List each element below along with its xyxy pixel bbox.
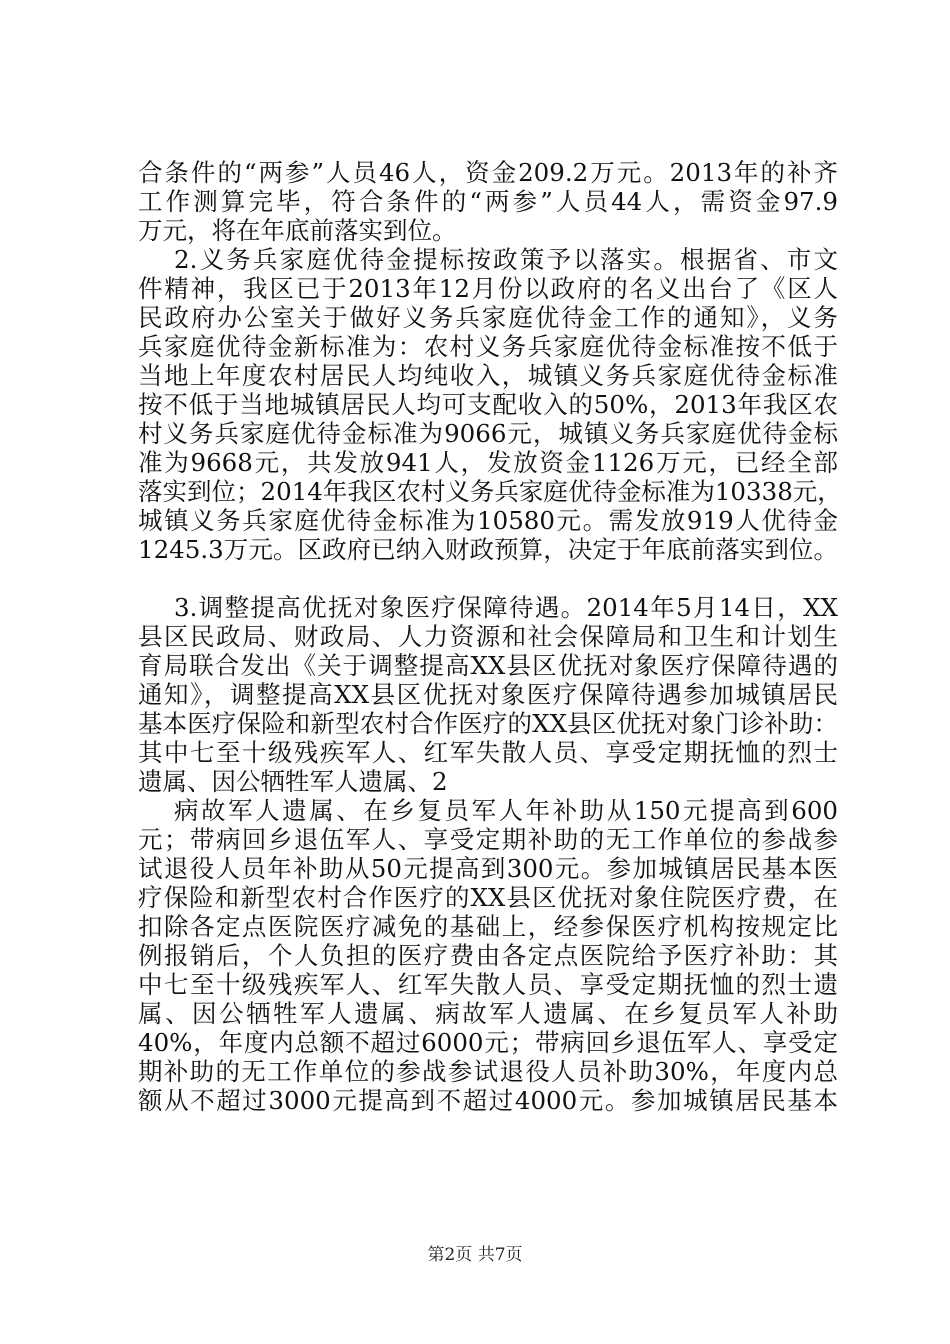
text-line: 当地上年度农村居民人均纯收入，城镇义务兵家庭优待金标准: [138, 361, 838, 390]
text-line: 通知》，调整提高XX县区优抚对象医疗保障待遇参加城镇居民: [138, 680, 838, 709]
text-line: 兵家庭优待金新标准为：农村义务兵家庭优待金标准按不低于: [138, 332, 838, 361]
text-line: 40%，年度内总额不超过6000元；带病回乡退伍军人、享受定: [138, 1028, 838, 1057]
text-line: 病故军人遗属、在乡复员军人年补助从150元提高到600: [174, 796, 838, 825]
text-line: 属、因公牺牲军人遗属、病故军人遗属、在乡复员军人补助: [138, 999, 838, 1028]
text-line: 县区民政局、财政局、人力资源和社会保障局和卫生和计划生: [138, 622, 838, 651]
text-line: 落实到位；2014年我区农村义务兵家庭优待金标准为10338元，: [138, 477, 842, 506]
text-line: 城镇义务兵家庭优待金标准为10580元。需发放919人优待金: [138, 506, 838, 535]
text-line: 工作测算完毕，符合条件的“两参”人员44人，需资金97.9: [138, 187, 838, 216]
text-line: 遗属、因公牺牲军人遗属、2: [138, 767, 448, 796]
text-line: 民政府办公室关于做好义务兵家庭优待金工作的通知》，义务: [138, 303, 838, 332]
text-line: 例报销后，个人负担的医疗费由各定点医院给予医疗补助：其: [138, 941, 838, 970]
text-line: 疗保险和新型农村合作医疗的XX县区优抚对象住院医疗费，在: [138, 883, 838, 912]
text-line: 件精神，我区已于2013年12月份以政府的名义出台了《区人: [138, 274, 838, 303]
text-line: 准为9668元，共发放941人，发放资金1126万元，已经全部: [138, 448, 838, 477]
text-line: 3.调整提高优抚对象医疗保障待遇。2014年5月14日，XX: [174, 593, 838, 622]
text-line: 1245.3万元。区政府已纳入财政预算，决定于年底前落实到位。: [138, 535, 838, 564]
text-line: 万元，将在年底前落实到位。: [138, 216, 457, 245]
text-line: 扣除各定点医院医疗减免的基础上，经参保医疗机构按规定比: [138, 912, 838, 941]
text-line: 中七至十级残疾军人、红军失散人员、享受定期抚恤的烈士遗: [138, 970, 838, 999]
text-line: 合条件的“两参”人员46人，资金209.2万元。2013年的补齐: [138, 158, 838, 187]
text-line: 育局联合发出《关于调整提高XX县区优抚对象医疗保障待遇的: [138, 651, 838, 680]
text-line: 基本医疗保险和新型农村合作医疗的XX县区优抚对象门诊补助：: [138, 709, 838, 738]
text-line: 额从不超过3000元提高到不超过4000元。参加城镇居民基本: [138, 1086, 838, 1115]
text-line: 2.义务兵家庭优待金提标按政策予以落实。根据省、市文: [174, 245, 838, 274]
page-number-footer: 第2页 共7页: [427, 1245, 523, 1265]
text-line: 试退役人员年补助从50元提高到300元。参加城镇居民基本医: [138, 854, 838, 883]
text-line: 期补助的无工作单位的参战参试退役人员补助30%，年度内总: [138, 1057, 838, 1086]
text-line: 元；带病回乡退伍军人、享受定期补助的无工作单位的参战参: [138, 825, 838, 854]
text-line: 村义务兵家庭优待金标准为9066元，城镇义务兵家庭优待金标: [138, 419, 838, 448]
text-line: 按不低于当地城镇居民人均可支配收入的50%，2013年我区农: [138, 390, 838, 419]
text-line: 其中七至十级残疾军人、红军失散人员、享受定期抚恤的烈士: [138, 738, 838, 767]
